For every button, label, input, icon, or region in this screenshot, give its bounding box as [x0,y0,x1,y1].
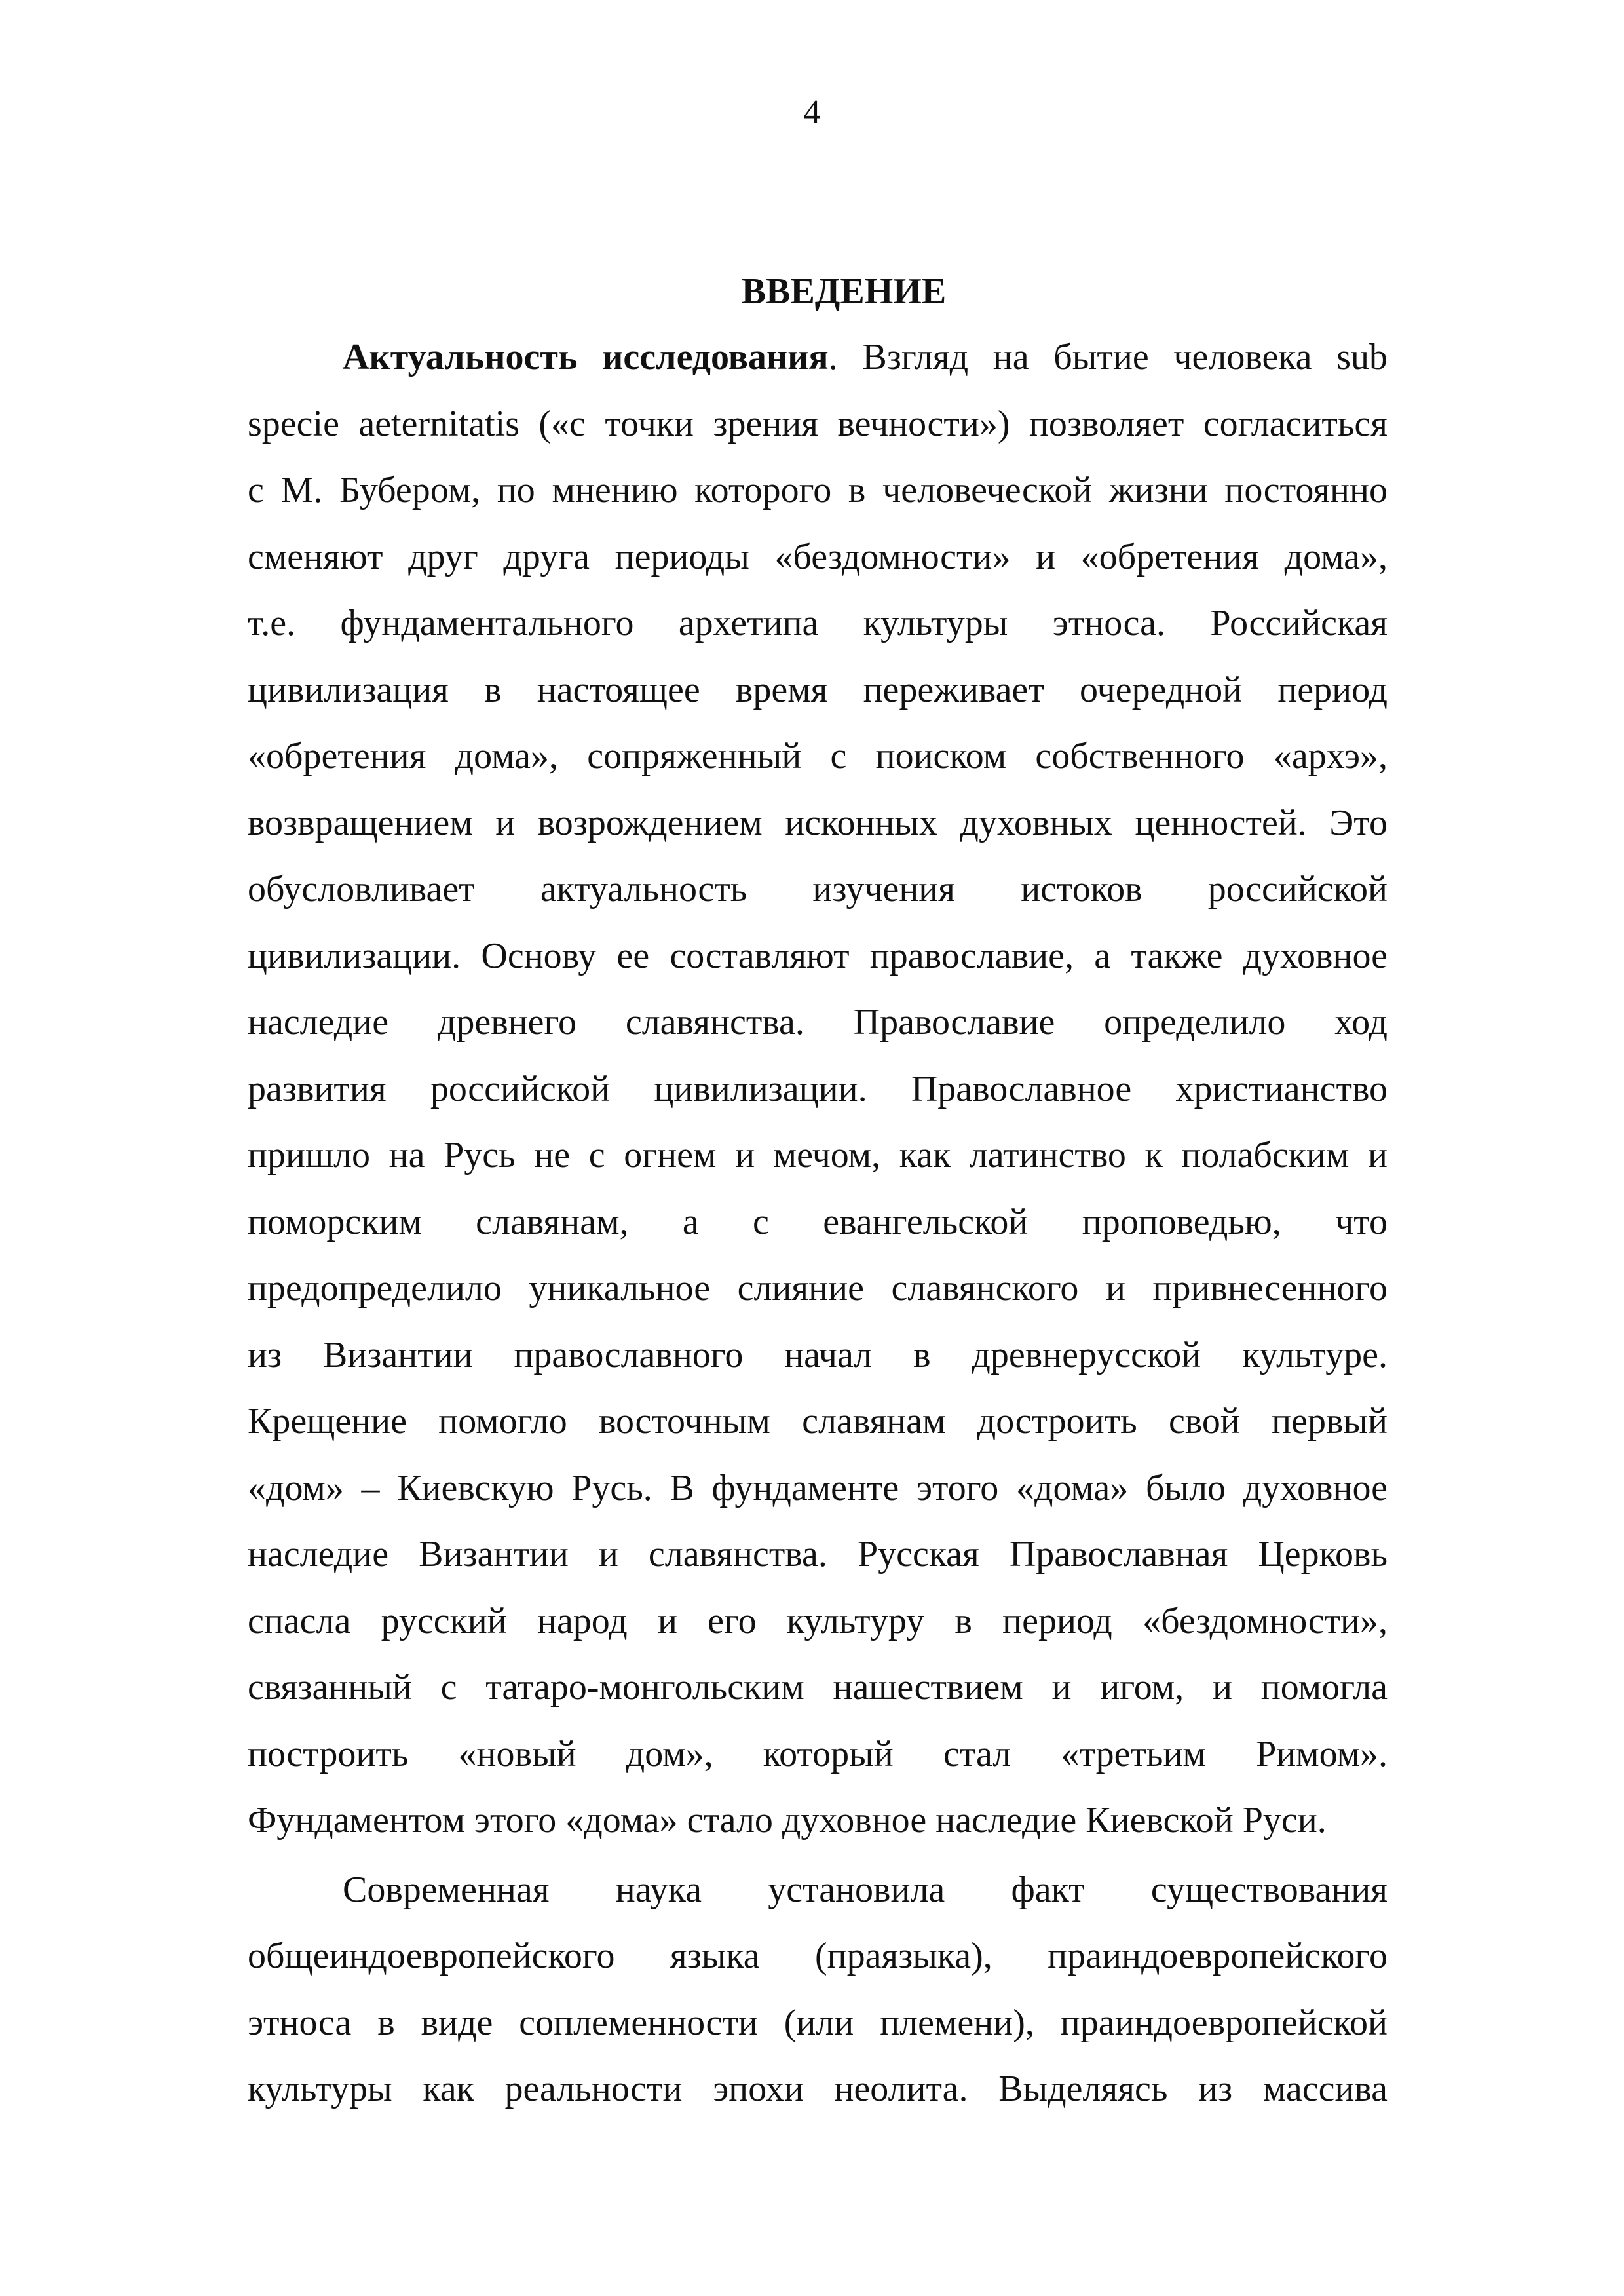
paragraph-line: сменяют друг друга периоды «бездомности» и «обретения дома», [248,536,1388,577]
paragraph-line: «обретения дома», сопряженный с поиском собственного «архэ», [248,736,1388,776]
paragraph-line: наследие Византии и славянства. Русская Православная Церковь [248,1534,1388,1575]
paragraph-line: из Византии православного начал в древнерусской культуре. [248,1334,1388,1375]
paragraph-line: поморским славянам, а с евангельской проповедью, что [248,1201,1388,1242]
paragraph-line: наследие древнего славянства. Православие определило ход [248,1002,1388,1043]
paragraph-line: спасла русский народ и его культуру в период «бездомности», [248,1600,1388,1641]
line-text: . Взгляд на бытие человека sub [828,337,1388,377]
paragraph-line: культуры как реальности эпохи неолита. Выделяясь из массива [248,2069,1388,2109]
paragraph-line: «дом» – Киевскую Русь. В фундаменте этого «дома» было духовное [248,1467,1388,1508]
page-number: 4 [803,94,821,131]
paragraph-line: Крещение помогло восточным славянам достроить свой первый [248,1401,1388,1442]
paragraph-line [248,324,1388,391]
paragraph-line: возвращением и возрождением исконных духовных ценностей. Это [248,802,1388,843]
paragraph-line: цивилизации. Основу ее составляют православие, а также духовное [248,935,1388,976]
paragraph-line: пришло на Русь не с огнем и мечом, как латинство к полабским и [248,1135,1388,1176]
paragraph-relevance [248,324,1388,1854]
paragraph-line: предопределило уникальное слияние славянского и привнесенного [248,1268,1388,1309]
section-heading: ВВЕДЕНИЕ [741,271,947,312]
paragraph-line: развития российской цивилизации. Православное христианство [248,1068,1388,1109]
paragraph-line: этноса в виде соплеменности (или племени), праиндоевропейской [248,2002,1388,2043]
paragraph-line: Современная наука установила факт существования [343,1869,1388,1910]
document-body [248,259,1388,2123]
paragraph-line: specie aeternitatis («с точки зрения вечности») позволяет согласиться [248,403,1388,444]
paragraph-modern-science [248,1857,1388,2123]
paragraph-line: с М. Бубером, по мнению которого в человеческой жизни постоянно [248,470,1388,510]
paragraph-line: т.е. фундаментального архетипа культуры этноса. Российская [248,603,1388,643]
paragraph-line: построить «новый дом», который стал «третьим Римом». [248,1733,1388,1774]
paragraph-line: связанный с татаро-монгольским нашествием и игом, и помогла [248,1667,1388,1708]
lead-term: Актуальность исследования [343,337,829,377]
paragraph-line: Фундаментом этого «дома» стало духовное наследие Киевской Руси. [248,1800,1327,1841]
paragraph-line: обусловливает актуальность изучения истоков российской [248,869,1388,909]
paragraph-line: общеиндоевропейского языка (праязыка), праиндоевропейского [248,1936,1388,1976]
paragraph-line: цивилизация в настоящее время переживает очередной период [248,669,1388,710]
